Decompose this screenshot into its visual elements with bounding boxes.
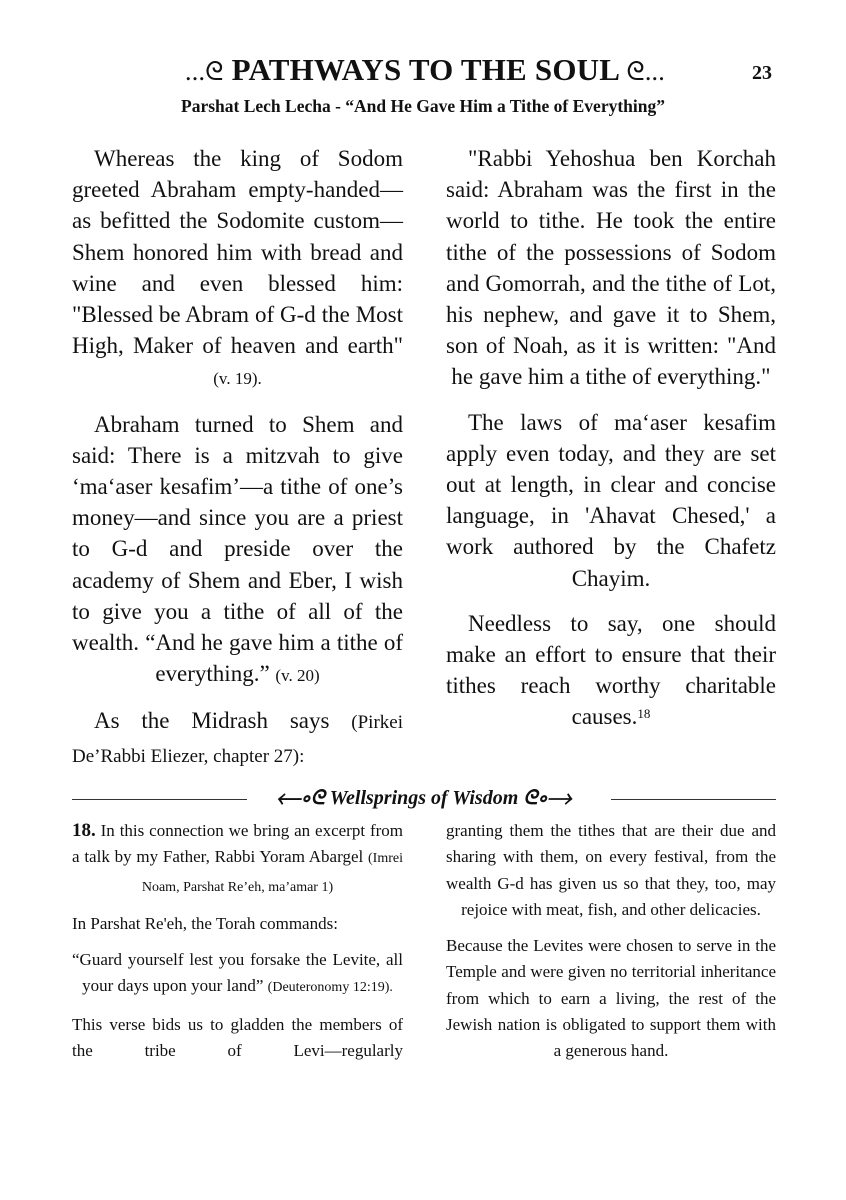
paragraph [72, 705, 403, 771]
paragraph-text: Needless to say, one should make an effort to ensure that their tithes reach worthy charitable causes. [446, 610, 776, 730]
footnote-divider [72, 787, 776, 811]
divider-title [72, 787, 776, 810]
paragraph: The laws of ma‘aser kesafim apply even today, and they are set out at length, in clear and concise language, in 'Ahavat Chesed,' a work authored by the Chafetz Chayim. [446, 409, 776, 591]
verse-reference: (v. 20) [275, 666, 320, 686]
ornament-left-icon: ...ᘓ [185, 57, 224, 86]
divider-title-text: Wellsprings of Wisdom [329, 787, 519, 809]
paragraph [72, 143, 403, 395]
source-reference: (Imrei Noam, Parshat Re’eh, ma’amar 1) [141, 851, 403, 895]
paragraph-text: Abraham turned to Shem and said: There is a mitzvah to give ‘ma‘aser kesafim’—a tithe of one’s money—and since you are a priest to G-d and preside over the academy of Shem and Eber, I wish to give you a tithe of all of the wealth. “And he gave him a tithe of everything.” [72, 411, 403, 687]
footnote-text: “Guard yourself lest you forsake the Levite, all your days upon your land” [72, 950, 403, 996]
page-number: 23 [752, 62, 772, 84]
source-reference: (Deuteronomy 12:19). [267, 980, 393, 996]
footnote-paragraph [72, 818, 403, 901]
footnote-text: In this connection we bring an excerpt from a talk by my Father, Rabbi Yoram Abargel [72, 821, 403, 867]
verse-reference: (v. 19). [213, 369, 262, 389]
footnote-number: 18. [72, 820, 96, 841]
book-title: PATHWAYS TO THE SOUL [231, 52, 619, 87]
chapter-subtitle: Parshat Lech Lecha - “And He Gave Him a Tithe of Everything” [181, 96, 665, 116]
paragraph-text: Whereas the king of Sodom greeted Abraham empty-handed—as befitted the Sodomite custom—Shem honored him with bread and wine and even blessed him: "Blessed be Abram of G-d the Most High, Maker of heaven and earth" [72, 146, 403, 359]
paragraph [446, 608, 776, 733]
paragraph: "Rabbi Yehoshua ben Korchah said: Abraham was the first in the world to tithe. He took the entire tithe of the possessions of Sodom and Gomorrah, and the tithe of Lot, his nephew, and gave it to Shem, son of Noah, as it is written: "And he gave him a tithe of everything." [446, 146, 776, 390]
source-reference: (Pirkei De’Rabbi Eliezer, chapter 27): [72, 712, 403, 767]
footnote-paragraph: This verse bids us to gladden the members of the tribe of Levi—regularly [72, 1014, 403, 1061]
paragraph-text: As the Midrash says [94, 708, 352, 734]
footnote-left-column [72, 818, 403, 1074]
footnote-paragraph: Because the Levites were chosen to serve in the Temple and were given no territorial inheritance from which to earn a living, the rest of the Jewish nation is obligated to support them with a generous hand. [446, 936, 776, 1061]
footnote-paragraph: granting them the tithes that are their due and sharing with them, on every festival, from the wealth G-d has given us so that they, too, may rejoice with meat, fish, and other delicacies. [446, 821, 776, 919]
right-column [446, 143, 776, 747]
footnote-marker[interactable]: 18 [637, 706, 651, 722]
paragraph [72, 409, 403, 692]
footnote-right-column [446, 818, 776, 1075]
footnote-paragraph [72, 947, 403, 1002]
ornament-left-icon: ⟵∘ᘓ [276, 787, 330, 809]
left-column [72, 143, 403, 786]
footnote-paragraph: In Parshat Re'eh, the Torah commands: [72, 913, 338, 933]
running-header [130, 52, 720, 88]
ornament-right-icon: ᘓ∘⟶ [518, 787, 572, 809]
ornament-right-icon: ᘓ... [626, 57, 665, 86]
